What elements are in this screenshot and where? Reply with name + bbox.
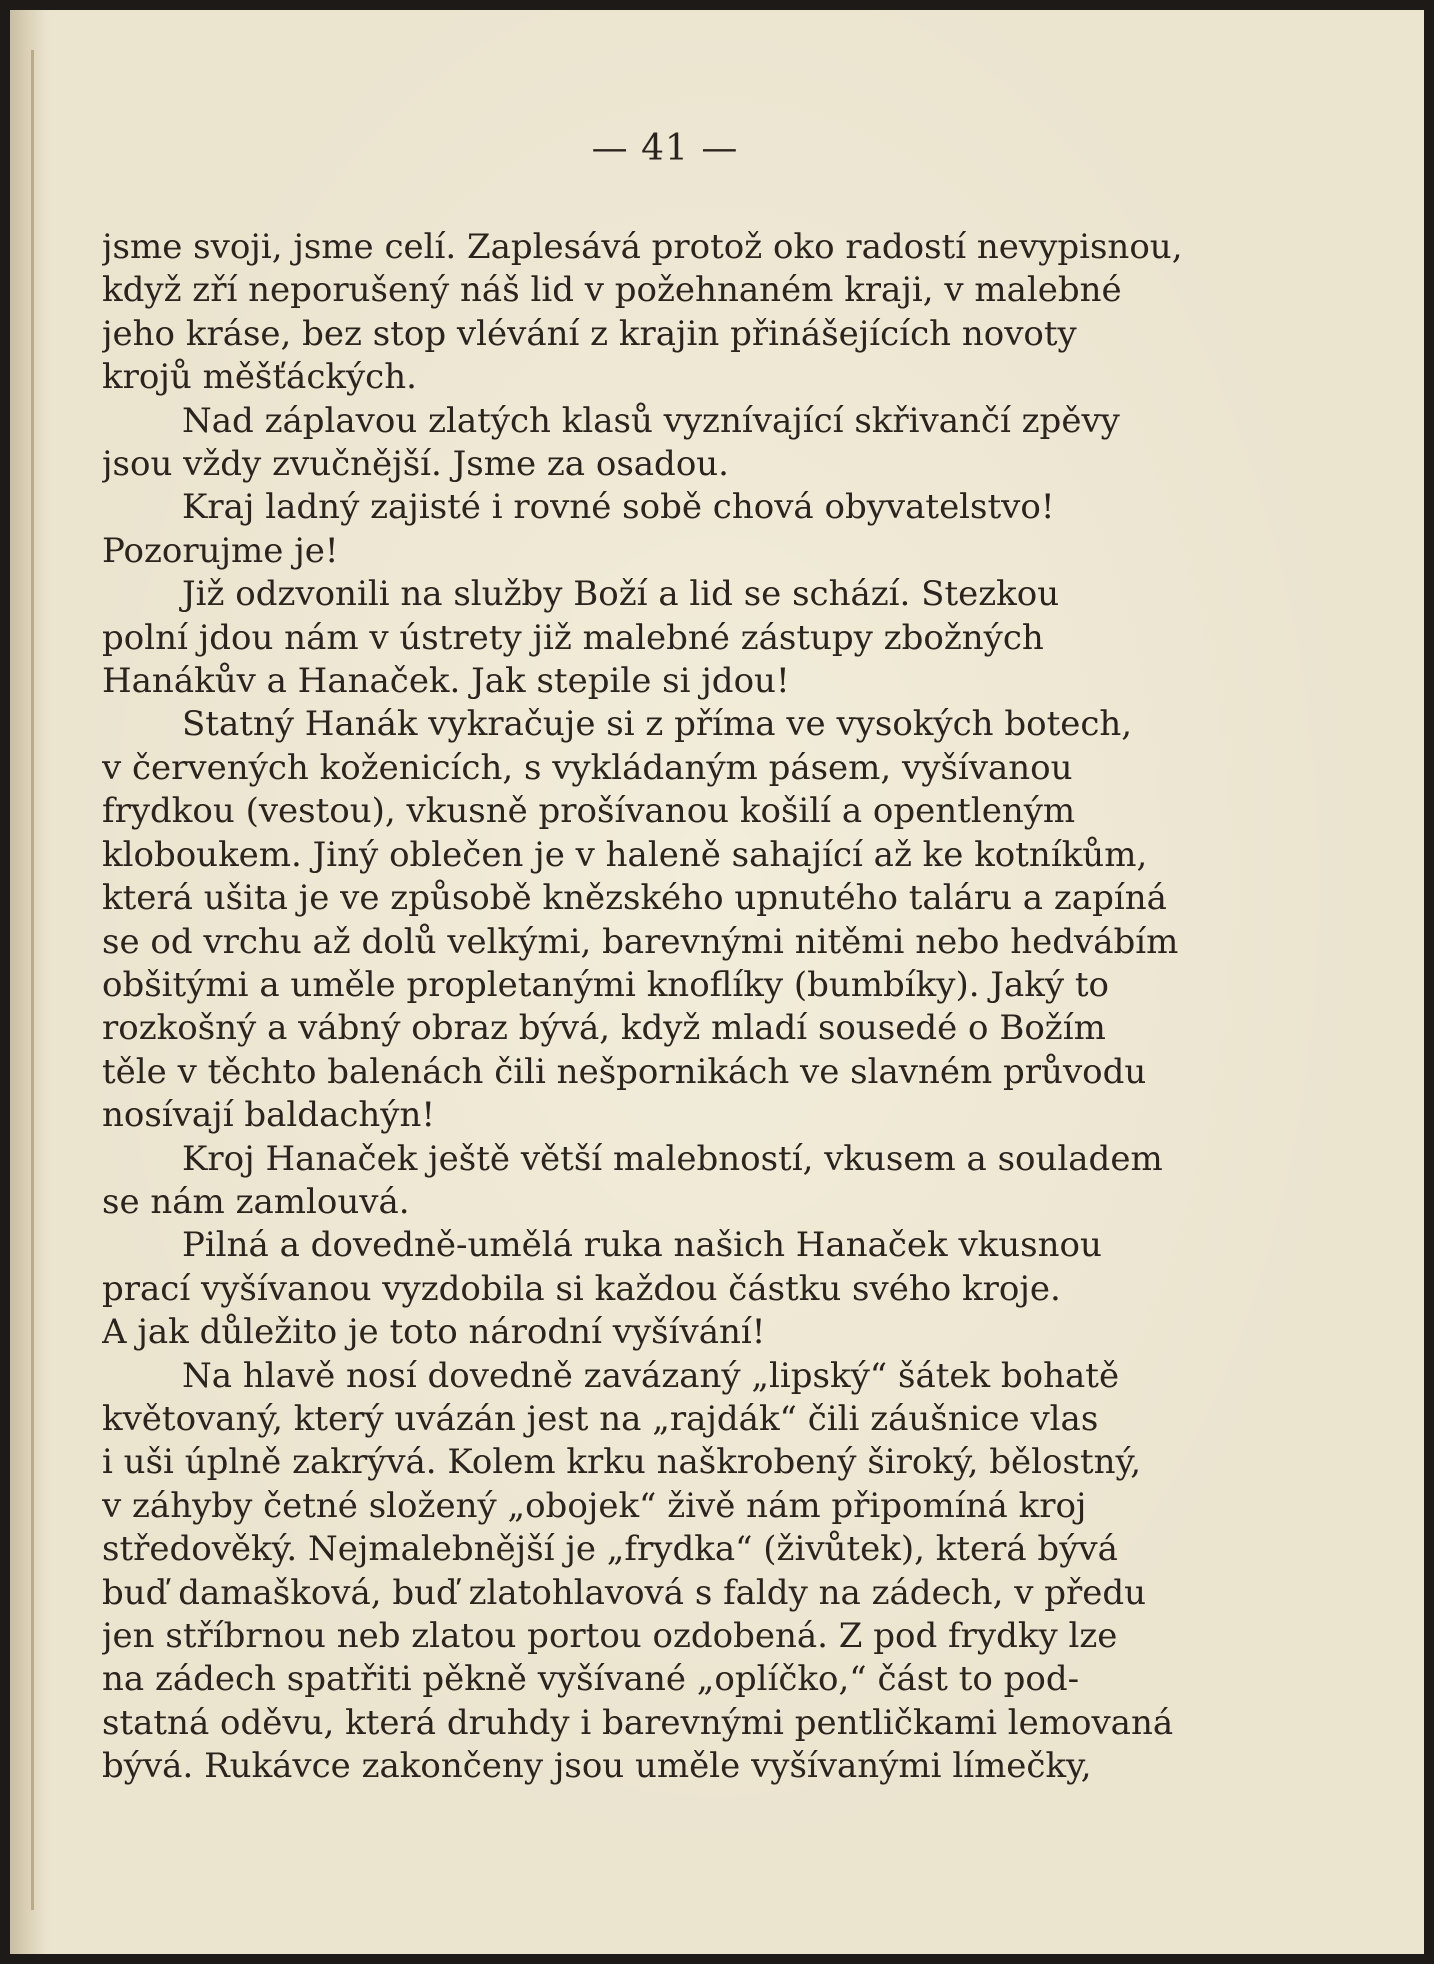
page-number: — 41 —: [591, 128, 739, 169]
text-line: těle v těchto balenách čili nešpornikách ve slavném průvodu: [102, 1051, 1147, 1092]
text-line: bývá. Rukávce zakončeny jsou uměle vyšívanými límečky,: [102, 1746, 1092, 1787]
binding-line: [31, 50, 34, 1910]
text-line: Pozorujme je!: [102, 530, 339, 571]
text-line: jen stříbrnou neb zlatou portou ozdobená. Z pod frydky lze: [102, 1616, 1118, 1656]
text-line: se od vrchu až dolů velkými, barevnými nitěmi nebo hedvábím: [102, 921, 1179, 962]
text-line: nosívají baldachýn!: [102, 1095, 436, 1136]
text-line: frydkou (vestou), vkusně prošívanou košilí a opentleným: [102, 791, 1076, 832]
text-line: se nám zamlouvá.: [102, 1181, 410, 1222]
text-line: jsme svoji, jsme celí. Zaplesává protož oko radostí nevypisnou,: [102, 227, 1183, 267]
text-line: když zří neporušený náš lid v požehnaném kraji, v malebné: [102, 270, 1122, 311]
text-line: prací vyšívanou vyzdobila si každou částku svého kroje.: [102, 1268, 1061, 1309]
text-line: jsou vždy zvučnější. Jsme za osadou.: [102, 444, 729, 485]
book-page: [10, 10, 1424, 1954]
text-line: květovaný, který uvázán jest na „rajdák“ čili záušnice vlas: [102, 1398, 1099, 1439]
binding-edge: [10, 10, 44, 1954]
text-line: Na hlavě nosí dovedně zavázaný „lipský“ šátek bohatě: [182, 1355, 1120, 1396]
text-line: v červených koženicích, s vykládaným pásem, vyšívanou: [102, 747, 1073, 788]
text-line: krojů měšťáckých.: [102, 357, 417, 398]
text-line: Kraj ladný zajisté i rovné sobě chová obyvatelstvo!: [182, 487, 1055, 528]
text-line: buď damašková, buď zlatohlavová s faldy na zádech, v předu: [102, 1572, 1147, 1613]
text-line: v záhyby četné složený „obojek“ živě nám připomíná kroj: [102, 1485, 1087, 1526]
text-line: obšitými a uměle propletanými knoflíky (bumbíky). Jaký to: [102, 964, 1109, 1005]
text-line: středověký. Nejmalebnější je „frydka“ (živůtek), která bývá: [102, 1529, 1118, 1570]
text-line: Hanákův a Hanaček. Jak stepile si jdou!: [102, 661, 790, 702]
body-text: [102, 226, 1240, 1789]
text-line: která ušita je ve způsobě knězského upnutého taláru a zapíná: [102, 878, 1167, 919]
text-line: Kroj Hanaček ještě větší malebností, vkusem a souladem: [182, 1138, 1163, 1179]
text-line: Nad záplavou zlatých klasů vyznívající skřivančí zpěvy: [182, 400, 1120, 441]
text-line: i uši úplně zakrývá. Kolem krku naškrobený široký, bělostný,: [102, 1442, 1142, 1483]
text-line: Pilná a dovedně-umělá ruka našich Hanaček vkusnou: [182, 1225, 1102, 1266]
text-line: jeho kráse, bez stop vlévání z krajin přinášejících novoty: [102, 313, 1077, 354]
text-line: rozkošný a vábný obraz bývá, když mladí sousedé o Božím: [102, 1008, 1106, 1049]
text-line: Statný Hanák vykračuje si z příma ve vysokých botech,: [182, 704, 1133, 745]
text-line: na zádech spatřiti pěkně vyšívané „oplíčko,“ část to pod-: [102, 1659, 1080, 1700]
text-line: Již odzvonili na služby Boží a lid se schází. Stezkou: [182, 574, 1060, 615]
text-line: statná oděvu, která druhdy i barevnými pentličkami lemovaná: [102, 1702, 1174, 1743]
text-line: kloboukem. Jiný oblečen je v haleně sahající až ke kotníkům,: [102, 834, 1148, 875]
text-line: polní jdou nám v ústrety již malebné zástupy zbožných: [102, 617, 1044, 658]
text-line: A jak důležito je toto národní vyšívání!: [102, 1312, 766, 1353]
